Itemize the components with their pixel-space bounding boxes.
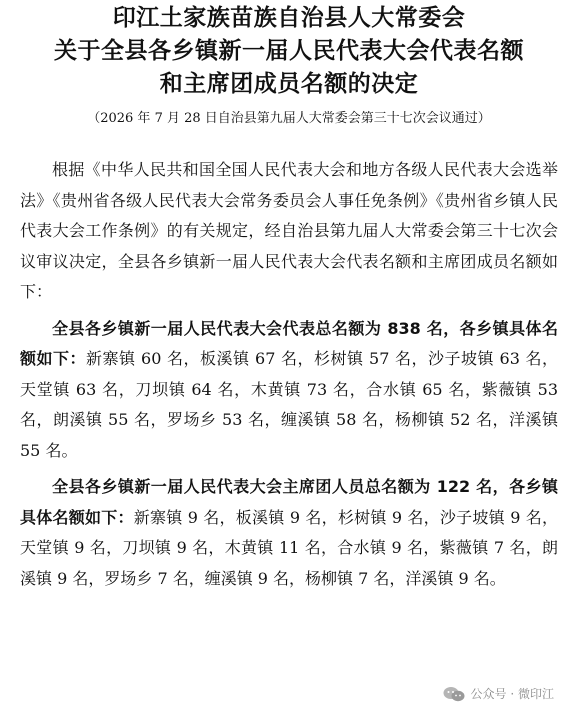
paragraph-text: 新寨镇 9 名，板溪镇 9 名，杉树镇 9 名，沙子坡镇 9 名，天堂镇 9 名，刀坝镇 9 名，木黄镇 11 名，合水镇 9 名，紫薇镇 7 名，朗溪镇 9 名，罗场乡 7 名，缠溪镇 9 名，杨柳镇 7 名，洋溪镇 9 名。 <box>20 507 558 588</box>
watermark <box>443 685 554 702</box>
paragraph-lead: 全县各乡镇新一届人民代表大会代表总名额为 838 名，各乡镇具体名额如下： <box>20 318 558 368</box>
paragraph-lead: 全县各乡镇新一届人民代表大会主席团人员总名额为 122 名，各乡镇具体名额如下： <box>20 477 558 527</box>
title-line-1: 印江土家族苗族自治县人大常委会 <box>112 5 466 31</box>
wechat-icon <box>443 686 465 702</box>
paragraph-deputies-quota <box>20 314 558 467</box>
document-title <box>20 2 558 101</box>
watermark-text: 公众号 · 微印江 <box>470 687 554 701</box>
paragraph-text: 新寨镇 60 名，板溪镇 67 名，杉树镇 57 名，沙子坡镇 63 名，天堂镇 63 名，刀坝镇 64 名，木黄镇 73 名，合水镇 65 名，紫薇镇 53 名，朗溪镇 55 名，罗场乡 53 名，缠溪镇 58 名，杨柳镇 52 名，洋溪镇 55 名。 <box>20 349 558 460</box>
document-body <box>20 155 558 594</box>
document-page <box>0 2 572 714</box>
document-subtitle: （2026 年 7 月 28 日自治县第九届人大常委会第三十七次会议通过） <box>87 111 491 126</box>
paragraph-text: 根据《中华人民共和国全国人民代表大会和地方各级人民代表大会选举法》《贵州省各级人民代表大会常务委员会人事任免条例》《贵州省乡镇人民代表大会工作条例》的有关规定，经自治县第九届人大常委会第三十七次会议审议决定，全县各乡镇新一届人民代表大会代表名额和主席团成员名额如下： <box>20 160 558 301</box>
paragraph-basis <box>20 155 558 308</box>
title-line-2: 关于全县各乡镇新一届人民代表大会代表名额 <box>54 38 524 64</box>
paragraph-presidium-quota <box>20 472 558 594</box>
title-line-3: 和主席团成员名额的决定 <box>159 71 419 97</box>
